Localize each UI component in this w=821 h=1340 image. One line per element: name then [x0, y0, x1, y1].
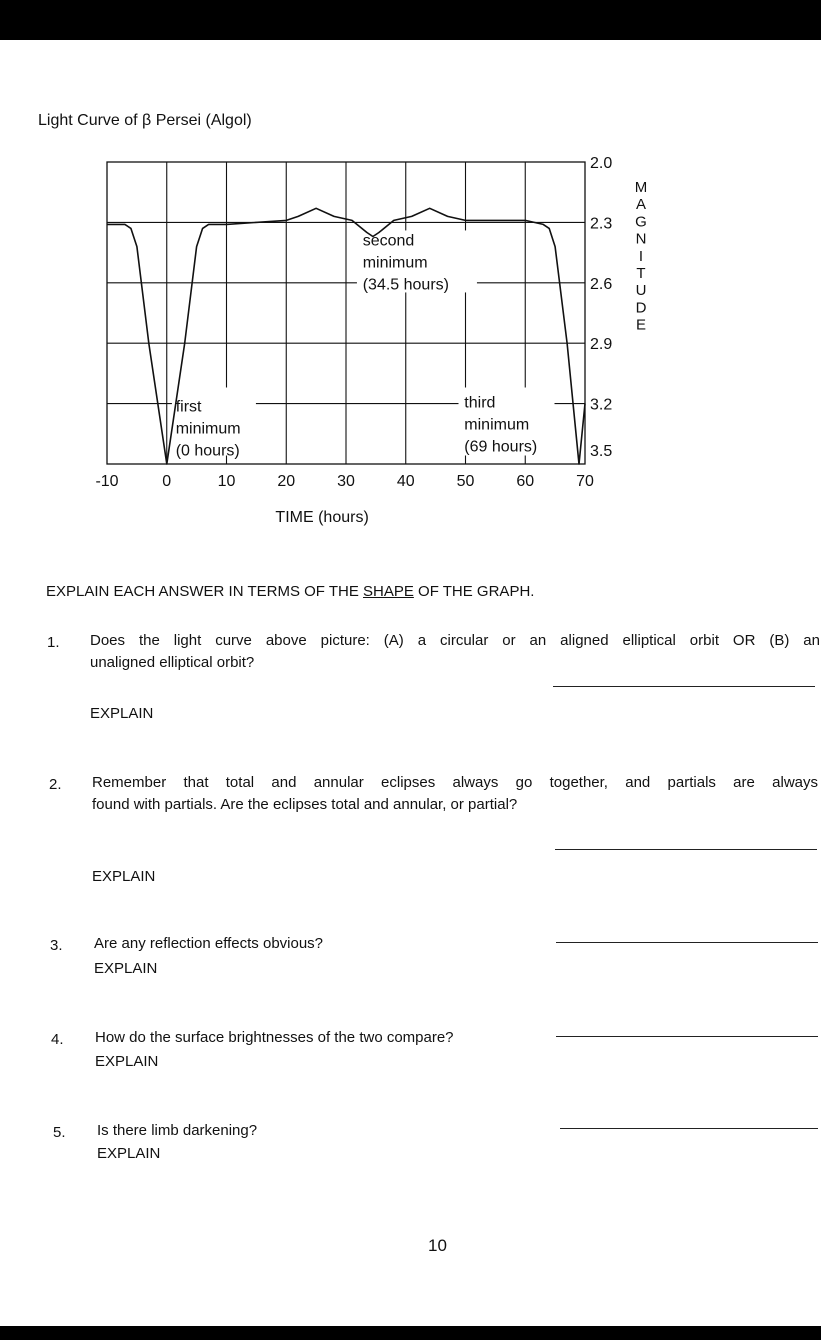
question-5-answer-line[interactable]: [560, 1128, 818, 1129]
y-tick-label-0: 2.0: [590, 155, 613, 172]
question-2-line-2: found with partials. Are the eclipses total and annular, or partial?: [92, 796, 518, 813]
y-tick-label-3: 2.9: [590, 336, 613, 354]
question-5-text: [97, 1120, 257, 1142]
top-black-border: [0, 0, 821, 40]
question-2-line-1: Remember that total and annular eclipses always go together, and partials are always: [92, 774, 818, 791]
question-4-text: [95, 1027, 454, 1049]
y-tick-label-4: 3.2: [590, 396, 613, 414]
instruction-text: [46, 583, 534, 600]
y-axis-label-letter-2: G: [635, 213, 647, 231]
question-4-line-1: How do the surface brightnesses of the two compare?: [95, 1029, 454, 1046]
x-tick-label-5: 40: [396, 473, 415, 490]
annotation-2-line-2: minimum: [362, 254, 428, 272]
question-3-number: 3.: [50, 937, 63, 954]
instruction-underlined: SHAPE: [363, 583, 414, 600]
question-3-text: [94, 933, 323, 955]
x-tick-label-8: 70: [576, 473, 594, 490]
x-tick-label-4: 30: [337, 473, 355, 490]
question-2-answer-line[interactable]: [555, 849, 817, 850]
annotation-1-line-2: minimum: [175, 420, 241, 438]
page-number: 10: [428, 1236, 447, 1255]
x-tick-label-3: 20: [277, 473, 296, 490]
question-3-explain: EXPLAIN: [94, 960, 158, 977]
question-1-line-2: unaligned elliptical orbit?: [90, 654, 255, 671]
y-tick-label-2: 2.6: [590, 275, 613, 293]
instruction-after: OF THE GRAPH.: [413, 583, 535, 600]
question-5-line-1: Is there limb darkening?: [97, 1122, 258, 1139]
question-3-line-1: Are any reflection effects obvious?: [94, 935, 324, 952]
bottom-black-border: [0, 1326, 821, 1340]
x-tick-label-1: 0: [162, 473, 172, 490]
x-tick-label-0: -10: [95, 473, 119, 490]
y-tick-label-5: 3.5: [590, 443, 613, 460]
x-tick-label-6: 50: [456, 473, 475, 490]
question-2-explain: EXPLAIN: [92, 868, 156, 885]
x-axis-label: TIME (hours): [275, 509, 369, 526]
annotation-2-line-1: second: [362, 232, 415, 250]
y-axis-label-letter-8: E: [635, 316, 647, 334]
question-2-text: [92, 772, 818, 816]
annotation-3-line-3: (69 hours): [464, 438, 538, 456]
x-tick-label-7: 60: [516, 473, 535, 490]
y-axis-label-letter-0: M: [634, 179, 648, 196]
question-4-explain: EXPLAIN: [95, 1053, 159, 1070]
light-curve-chart: [80, 145, 680, 535]
y-tick-label-1: 2.3: [590, 215, 613, 233]
question-3-answer-line[interactable]: [556, 942, 818, 943]
question-4-answer-line[interactable]: [556, 1036, 818, 1037]
annotation-3-line-1: third: [464, 394, 496, 412]
y-axis-label-letter-1: A: [635, 196, 647, 214]
question-1-line-1: Does the light curve above picture: (A) a circular or an aligned elliptical orbit OR (B) an: [90, 632, 820, 649]
question-1-explain: EXPLAIN: [90, 705, 154, 722]
annotation-1-line-3: (0 hours): [175, 442, 240, 460]
annotation-3-line-2: minimum: [464, 416, 530, 434]
y-axis-label-letter-3: N: [635, 230, 647, 248]
annotation-1-line-1: first: [175, 398, 202, 416]
y-axis-label-letter-5: T: [636, 265, 646, 282]
annotation-2-line-3: (34.5 hours): [362, 276, 449, 294]
x-tick-label-2: 10: [217, 473, 236, 490]
question-5-number: 5.: [53, 1124, 66, 1141]
question-5-explain: EXPLAIN: [97, 1145, 161, 1162]
question-4-number: 4.: [51, 1031, 64, 1048]
question-1-text: [90, 630, 820, 674]
y-axis-label-letter-7: D: [635, 299, 647, 317]
question-1-answer-line[interactable]: [553, 686, 815, 687]
instruction-before: EXPLAIN EACH ANSWER IN TERMS OF THE: [46, 583, 364, 600]
question-2-number: 2.: [49, 776, 62, 793]
chart-title: Light Curve of β Persei (Algol): [38, 112, 252, 129]
question-1-number: 1.: [47, 634, 60, 651]
y-axis-label-letter-6: U: [635, 282, 647, 300]
y-axis-label-letter-4: I: [638, 247, 644, 265]
